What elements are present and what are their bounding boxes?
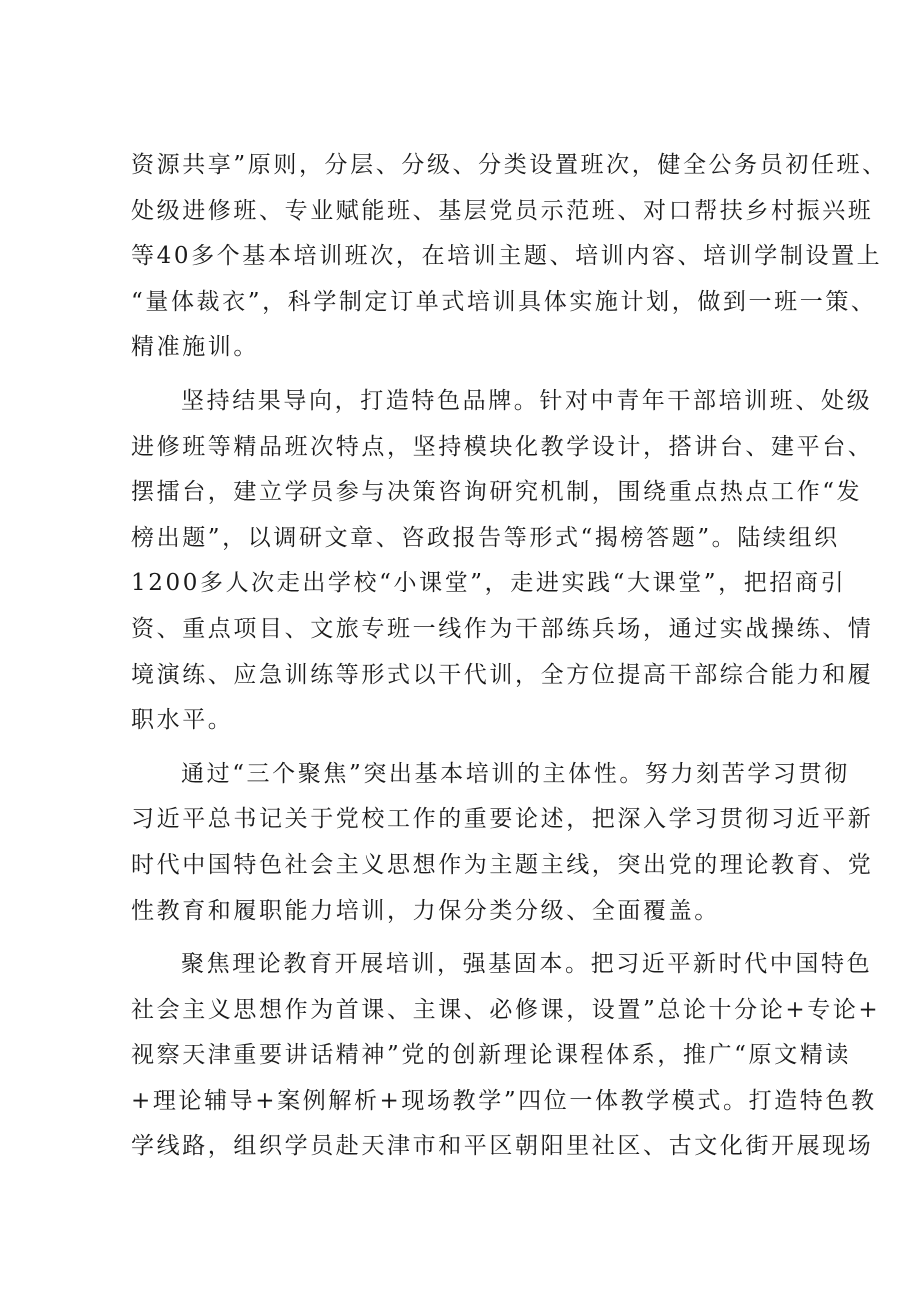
text-line: 境演练、应急训练等形式以干代训，全方位提高干部综合能力和履 xyxy=(131,661,874,688)
document-body xyxy=(131,143,888,1170)
text-line: 资、重点项目、文旅专班一线作为干部练兵场，通过实战操练、情 xyxy=(131,615,874,642)
paragraph-1 xyxy=(131,143,888,371)
text-line: 习近平总书记关于党校工作的重要论述，把深入学习贯彻习近平新 xyxy=(131,806,874,833)
text-line: 学线路，组织学员赴天津市和平区朝阳里社区、古文化街开展现场 xyxy=(131,1133,874,1160)
text-line: +理论辅导+案例解析+现场教学”四位一体教学模式。打造特色教 xyxy=(131,1087,877,1114)
text-line: 资源共享”原则，分层、分级、分类设置班次，健全公务员初任班、 xyxy=(131,152,888,178)
text-line: “量体裁衣”，科学制定订单式培训具体实施计划，做到一班一策、 xyxy=(131,288,877,315)
paragraph-3 xyxy=(131,752,874,934)
text-line: 进修班等精品班次特点，坚持模块化教学设计，搭讲台、建平台、 xyxy=(131,433,874,460)
text-line: 视察天津重要讲话精神”党的创新理论课程体系，推广“原文精读 xyxy=(131,1042,851,1069)
text-line: 1200多人次走出学校“小课堂”，走进实践“大课堂”，把招商引 xyxy=(131,570,847,597)
text-line: 职水平。 xyxy=(131,707,234,734)
text-line: 时代中国特色社会主义思想作为主题主线，突出党的理论教育、党 xyxy=(131,851,874,878)
text-line: 摆擂台，建立学员参与决策咨询研究机制，围绕重点热点工作“发 xyxy=(131,479,863,506)
text-line: 精准施训。 xyxy=(131,334,259,361)
text-line: 性教育和履职能力培训，力保分类分级、全面覆盖。 xyxy=(131,897,720,924)
text-line: 通过“三个聚焦”突出基本培训的主体性。努力刻苦学习贯彻 xyxy=(181,760,850,787)
text-line: 社会主义思想作为首课、主课、必修课，设置”总论十分论+专论+ xyxy=(131,996,881,1023)
text-line: 等40多个基本培训班次，在培训主题、培训内容、培训学制设置上 xyxy=(131,243,883,270)
text-line: 处级进修班、专业赋能班、基层党员示范班、对口帮扶乡村振兴班 xyxy=(131,197,874,224)
paragraph-4 xyxy=(131,942,881,1170)
text-line: 聚焦理论教育开展培训，强基固本。把习近平新时代中国特色 xyxy=(181,951,873,978)
text-line: 坚持结果导向，打造特色品牌。针对中青年干部培训班、处级 xyxy=(181,387,873,414)
text-line: 榜出题”，以调研文章、咨政报告等形式“揭榜答题”。陆续组织 xyxy=(131,524,840,551)
paragraph-2 xyxy=(131,379,874,744)
